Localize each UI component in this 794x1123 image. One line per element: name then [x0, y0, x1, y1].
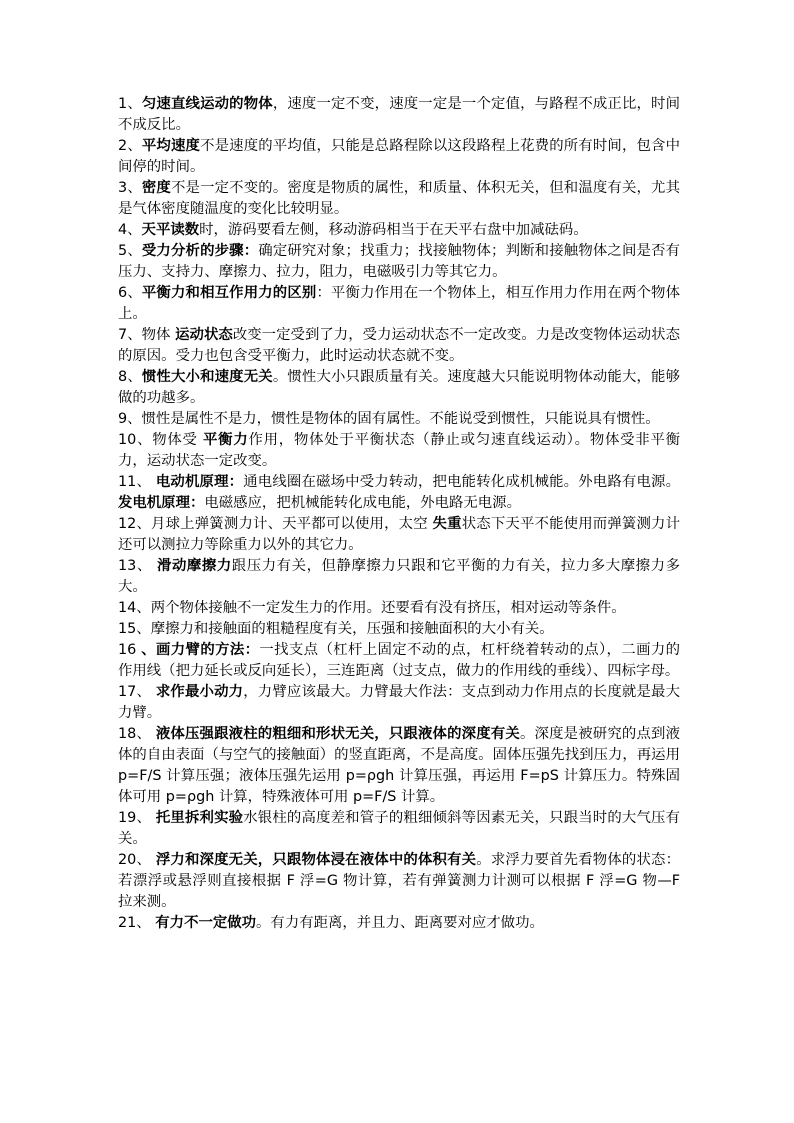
bold-term: 、画力臂的方法：: [141, 642, 260, 658]
text-run: 5、: [118, 243, 142, 259]
text-run: 4、: [118, 222, 142, 238]
text-run: 确定研究对象；找重力；找接触物体；判断和接触物体之间是否有压力、支持力、摩擦力、拉力，阻力，电磁吸引力等其它力。: [118, 243, 680, 280]
list-item: [118, 808, 680, 850]
text-run: ：平衡力作用在一个物体上，相互作用力作用在两个物体上。: [118, 285, 680, 322]
text-run: 21、: [118, 915, 156, 931]
list-item: [118, 430, 680, 472]
text-run: 电磁感应，把机械能转化成电能，外电路无电源。: [204, 495, 521, 511]
bold-term: 惯性大小和速度无关: [141, 369, 273, 385]
list-item: [118, 325, 680, 367]
text-run: 14、两个物体接触不一定发生力的作用。还要看有没有挤压，相对运动等条件。: [118, 600, 626, 616]
list-item: [118, 178, 680, 220]
list-item: [118, 136, 680, 178]
text-run: ，力臂应该最大。力臂最大作法：支点到动力作用点的长度就是最大力臂。: [118, 684, 680, 721]
bold-term: 电动机原理：: [155, 474, 244, 490]
text-run: 跟压力有关，但静摩擦力只跟和它平衡的力有关，拉力多大摩擦力多大。: [118, 558, 680, 595]
text-run: 2、: [118, 138, 142, 154]
text-run: 1、: [118, 96, 142, 112]
list-item: [118, 409, 680, 430]
text-run: 13、: [118, 558, 157, 574]
text-run: 。求浮力要首先看物体的状态：若漂浮或悬浮则直接根据 F 浮=G 物计算，若有弹簧测力计测可以根据 F 浮=G 物—F 拉来测。: [118, 852, 680, 910]
list-item: [118, 619, 680, 640]
list-item: [118, 367, 680, 409]
text-run: 12、月球上弹簧测力计、天平都可以使用，太空: [118, 516, 433, 532]
bold-term: 液体压强跟液柱的粗细和形状无关，只跟液体的深度有关: [155, 726, 520, 742]
text-run: 11、: [118, 474, 156, 490]
list-item: [118, 472, 680, 514]
list-item: [118, 913, 680, 934]
bold-term: 匀速直线运动的物体: [141, 96, 273, 112]
text-run: 16: [118, 642, 142, 658]
text-run: 17、: [118, 684, 156, 700]
list-item: [118, 850, 680, 913]
text-run: 6、: [118, 285, 142, 301]
bold-term: 滑动摩擦力: [156, 558, 232, 574]
bold-term: 受力分析的步骤：: [141, 243, 259, 259]
bold-term: 平衡力: [203, 432, 249, 448]
text-run: 18、: [118, 726, 156, 742]
text-run: 19、: [118, 810, 156, 826]
text-run: 。有力有距离，并且力、距离要对应才做功。: [256, 915, 544, 931]
text-run: 7、物体: [118, 327, 176, 343]
text-run: 时，游码要看左侧，移动游码相当于在天平右盘中加减砝码。: [199, 222, 588, 238]
list-item: [118, 514, 680, 556]
bold-term: 运动状态: [175, 327, 233, 343]
bold-term: 天平读数: [141, 222, 200, 238]
bold-term: 平衡力和相互作用力的区别: [141, 285, 317, 301]
text-run: 。惯性大小只跟质量有关。速度越大只能说明物体动能大，能够做的功越多。: [118, 369, 680, 406]
text-run: ，速度一定不变，速度一定是一个定值，与路程不成正比，时间不成反比。: [118, 96, 680, 133]
text-run: 不是速度的平均值，只能是总路程除以这段路程上花费的所有时间，包含中间停的时间。: [118, 138, 680, 175]
list-item: [118, 220, 680, 241]
text-run: 作用，物体处于平衡状态（静止或匀速直线运动）。物体受非平衡力，运动状态一定改变。: [118, 432, 680, 469]
text-run: 一找支点（杠杆上固定不动的点，杠杆绕着转动的点），二画力的作用线（把力延长或反向延长），三连距离（过支点，做力的作用线的垂线）、四标字母。: [118, 642, 680, 679]
list-item: [118, 724, 680, 808]
bold-term: 密度: [141, 180, 171, 196]
bold-term: 托里拆利实验: [155, 810, 244, 826]
bold-term: 发电机原理：: [118, 495, 205, 511]
text-run: 改变一定受到了力，受力运动状态不一定改变。力是改变物体运动状态的原因。受力也包含受平衡力，此时运动状态就不变。: [118, 327, 680, 364]
text-run: 水银柱的高度差和管子的粗细倾斜等因素无关，只跟当时的大气压有关。: [118, 810, 680, 847]
document-body: [118, 94, 680, 934]
list-item: [118, 682, 680, 724]
text-run: 状态下天平不能使用而弹簧测力计还可以测拉力等除重力以外的其它力。: [118, 516, 680, 553]
list-item: [118, 598, 680, 619]
text-run: 。深度是被研究的点到液体的自由表面（与空气的接触面）的竖直距离，不是高度。固体压强先找到压力，再运用 p=F/S 计算压强；液体压强先运用 p=ρgh 计算压强，再运用 F=pS 计算压力。特殊固体可用 p=ρgh 计算，特殊液体可用 p=F/S 计算。: [118, 726, 680, 805]
list-item: [118, 556, 680, 598]
text-run: 20、: [118, 852, 156, 868]
text-run: 8、: [118, 369, 142, 385]
bold-term: 有力不一定做功: [155, 915, 257, 931]
text-run: 15、摩擦力和接触面的粗糙程度有关，压强和接触面积的大小有关。: [118, 621, 554, 637]
bold-term: 失重: [432, 516, 462, 532]
text-run: 9、惯性是属性不是力，惯性是物体的固有属性。不能说受到惯性，只能说具有惯性。: [118, 411, 660, 427]
list-item: [118, 94, 680, 136]
bold-term: 平均速度: [141, 138, 201, 154]
list-item: [118, 640, 680, 682]
text-run: 不是一定不变的。密度是物质的属性，和质量、体积无关，但和温度有关，尤其是气体密度随温度的变化比较明显。: [118, 180, 680, 217]
list-item: [118, 241, 680, 283]
text-run: 3、: [118, 180, 142, 196]
text-run: 通电线圈在磁场中受力转动，把电能转化成机械能。外电路有电源。: [243, 474, 680, 490]
bold-term: 浮力和深度无关，只跟物体浸在液体中的体积有关: [155, 852, 477, 868]
list-item: [118, 283, 680, 325]
bold-term: 求作最小动力: [155, 684, 244, 700]
text-run: 10、物体受: [118, 432, 204, 448]
